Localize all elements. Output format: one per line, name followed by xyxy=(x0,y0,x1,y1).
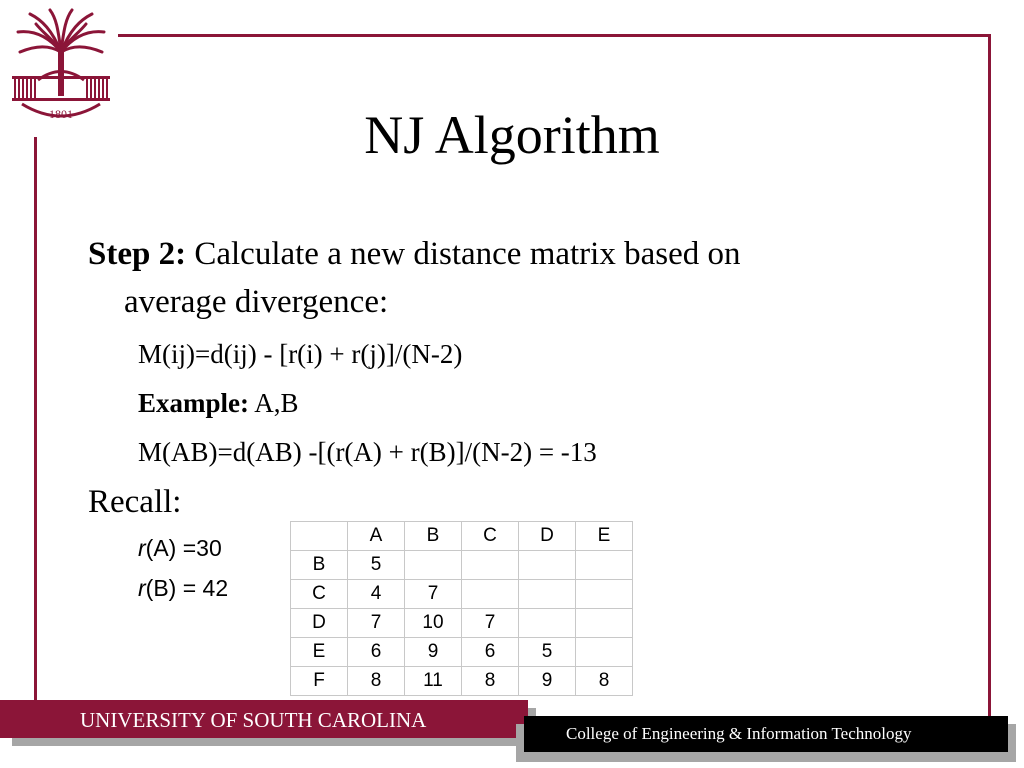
r-a-line xyxy=(138,533,222,563)
table-cell: 5 xyxy=(519,638,576,667)
table-cell xyxy=(291,522,348,551)
table-cell: 10 xyxy=(405,609,462,638)
step-line xyxy=(88,232,740,276)
r-b-italic: r xyxy=(138,575,146,601)
footer-university-band xyxy=(0,700,528,738)
table-header-row xyxy=(291,522,633,551)
distance-matrix-table xyxy=(290,521,633,696)
r-b-line xyxy=(138,573,228,603)
table-cell xyxy=(405,551,462,580)
table-cell: 9 xyxy=(519,667,576,696)
step-text: Calculate a new distance matrix based on xyxy=(186,236,741,272)
example-text: A,B xyxy=(249,388,299,418)
table-cell: D xyxy=(291,609,348,638)
table-cell xyxy=(519,551,576,580)
table-cell xyxy=(462,551,519,580)
table-cell: 7 xyxy=(462,609,519,638)
frame-left-border xyxy=(34,137,37,700)
logo-year: 1801 xyxy=(49,107,73,121)
table-cell: 8 xyxy=(348,667,405,696)
table-cell xyxy=(576,609,633,638)
example-label: Example: xyxy=(138,388,249,418)
r-b-text: (B) = 42 xyxy=(145,575,229,601)
table-cell: D xyxy=(519,522,576,551)
table-cell: F xyxy=(291,667,348,696)
table-cell: 8 xyxy=(462,667,519,696)
table-cell: E xyxy=(576,522,633,551)
table-cell: 4 xyxy=(348,580,405,609)
footer-college-band xyxy=(524,716,1008,752)
table-cell xyxy=(519,580,576,609)
table-cell: 9 xyxy=(405,638,462,667)
table-cell: C xyxy=(462,522,519,551)
table-cell: 6 xyxy=(462,638,519,667)
table-cell: B xyxy=(291,551,348,580)
table-cell xyxy=(462,580,519,609)
table-cell xyxy=(576,580,633,609)
table-cell: 7 xyxy=(405,580,462,609)
r-a-italic: r xyxy=(138,535,146,561)
example-formula-line: M(AB)=d(AB) -[(r(A) + r(B)]/(N-2) = -13 xyxy=(138,437,597,467)
example-line xyxy=(138,385,299,421)
footer-university-text: UNIVERSITY OF SOUTH CAROLINA xyxy=(80,708,427,732)
table-row xyxy=(291,580,633,609)
table-cell: 8 xyxy=(576,667,633,696)
table-cell xyxy=(576,638,633,667)
recall-heading: Recall: xyxy=(88,484,182,520)
table-row xyxy=(291,551,633,580)
table-cell: A xyxy=(348,522,405,551)
formula-line: M(ij)=d(ij) - [r(i) + r(j)]/(N-2) xyxy=(138,339,463,369)
table-cell xyxy=(519,609,576,638)
footer-college-text: College of Engineering & Information Technology xyxy=(566,724,912,743)
step-label: Step 2: xyxy=(88,236,187,272)
table-cell xyxy=(576,551,633,580)
table-cell: B xyxy=(405,522,462,551)
table-cell: 7 xyxy=(348,609,405,638)
table-cell: E xyxy=(291,638,348,667)
slide-title: NJ Algorithm xyxy=(364,105,660,165)
frame-top-border xyxy=(118,34,990,37)
step-text-continued: average divergence: xyxy=(124,284,389,320)
table-cell: 11 xyxy=(405,667,462,696)
r-a-text: (A) =30 xyxy=(145,535,222,561)
table-cell: 5 xyxy=(348,551,405,580)
table-row xyxy=(291,667,633,696)
table-row xyxy=(291,609,633,638)
table-row xyxy=(291,638,633,667)
table-cell: C xyxy=(291,580,348,609)
table-cell: 6 xyxy=(348,638,405,667)
